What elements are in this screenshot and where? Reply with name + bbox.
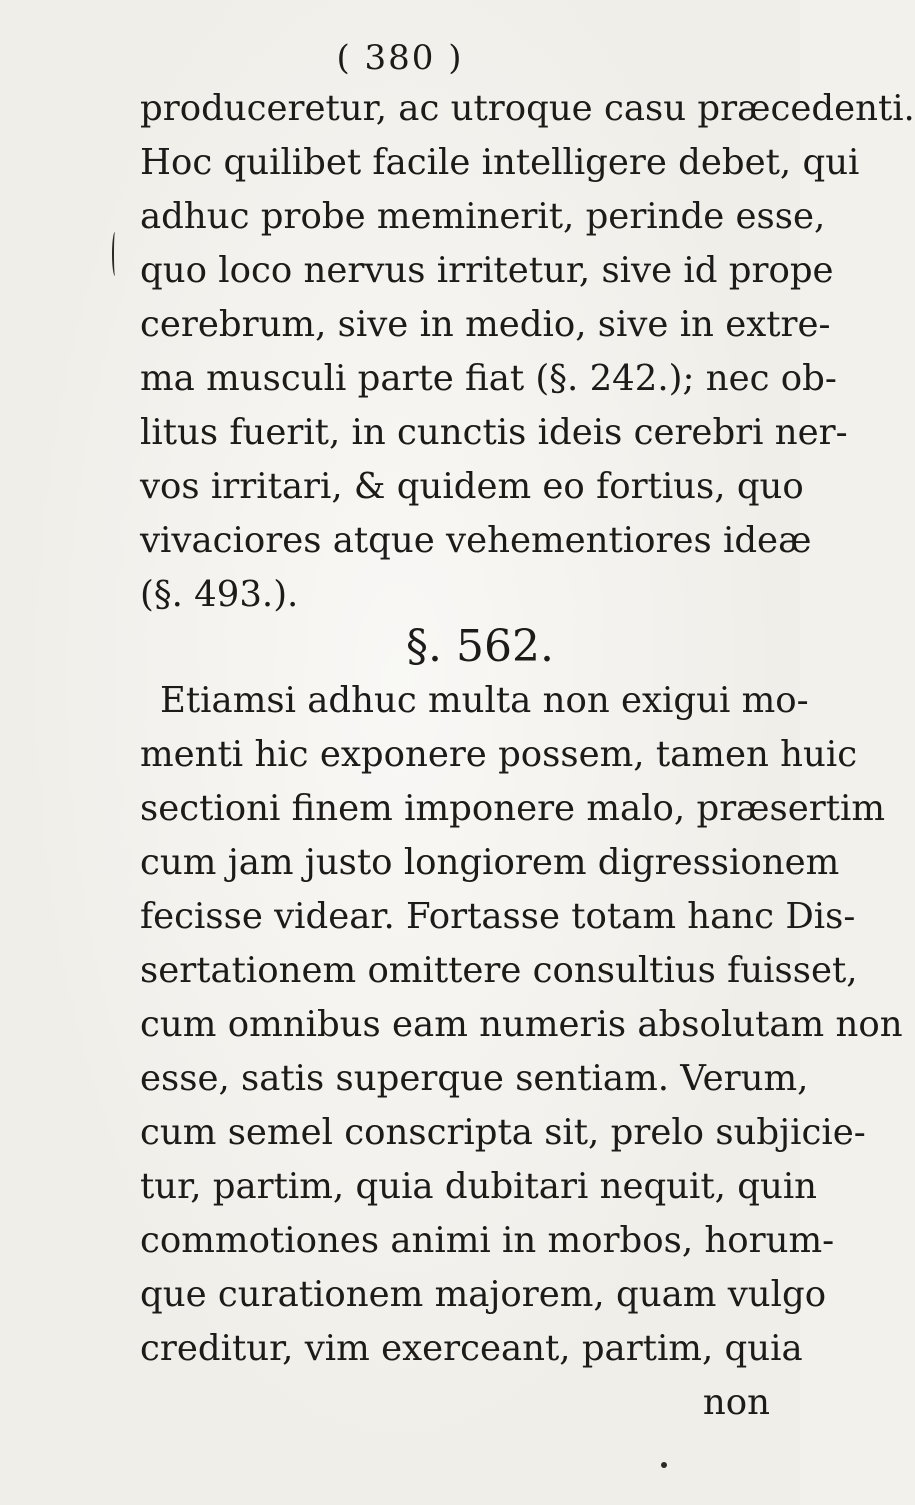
text-line: commotiones animi in morbos, horum-: [140, 1220, 835, 1261]
text-line: sectioni finem imponere malo, præsertim: [140, 788, 886, 829]
text-line: produceretur, ac utroque casu præcedenti.: [140, 88, 915, 129]
catchword: non: [702, 1382, 770, 1423]
text-line: cerebrum, sive in medio, sive in extre-: [140, 304, 831, 345]
text-line: (§. 493.).: [140, 574, 299, 615]
section-heading: §. 562.: [406, 621, 554, 672]
ink-speck: [661, 1462, 667, 1468]
text-line: menti hic exponere possem, tamen huic: [140, 734, 858, 775]
text-line: sertationem omittere consultius fuisset,: [140, 950, 858, 991]
text-line: fecisse videar. Fortasse totam hanc Dis-: [140, 896, 856, 937]
text-line: creditur, vim exerceant, partim, quia: [140, 1328, 803, 1369]
text-line: adhuc probe meminerit, perinde esse,: [140, 196, 826, 237]
text-line: cum jam justo longiorem digressionem: [140, 842, 840, 883]
margin-bracket-mark: [112, 232, 118, 276]
text-line: que curationem majorem, quam vulgo: [140, 1274, 827, 1315]
text-line: quo loco nervus irritetur, sive id prope: [140, 250, 834, 291]
text-line: Hoc quilibet facile intelligere debet, qui: [140, 142, 860, 183]
text-line: vivaciores atque vehementiores ideæ: [140, 520, 812, 561]
text-line: Etiamsi adhuc multa non exigui mo-: [160, 680, 809, 721]
page-number: ( 380 ): [336, 38, 464, 78]
text-line: tur, partim, quia dubitari nequit, quin: [140, 1166, 818, 1207]
text-line: esse, satis superque sentiam. Verum,: [140, 1058, 809, 1099]
text-line: cum omnibus eam numeris absolutam non: [140, 1004, 903, 1045]
text-line: vos irritari, & quidem eo fortius, quo: [140, 466, 804, 507]
text-line: ma musculi parte fiat (§. 242.); nec ob-: [140, 358, 837, 399]
body-text: [140, 82, 915, 1430]
text-line: cum semel conscripta sit, prelo subjicie-: [140, 1112, 866, 1153]
text-line: litus fuerit, in cunctis ideis cerebri ner-: [140, 412, 848, 453]
